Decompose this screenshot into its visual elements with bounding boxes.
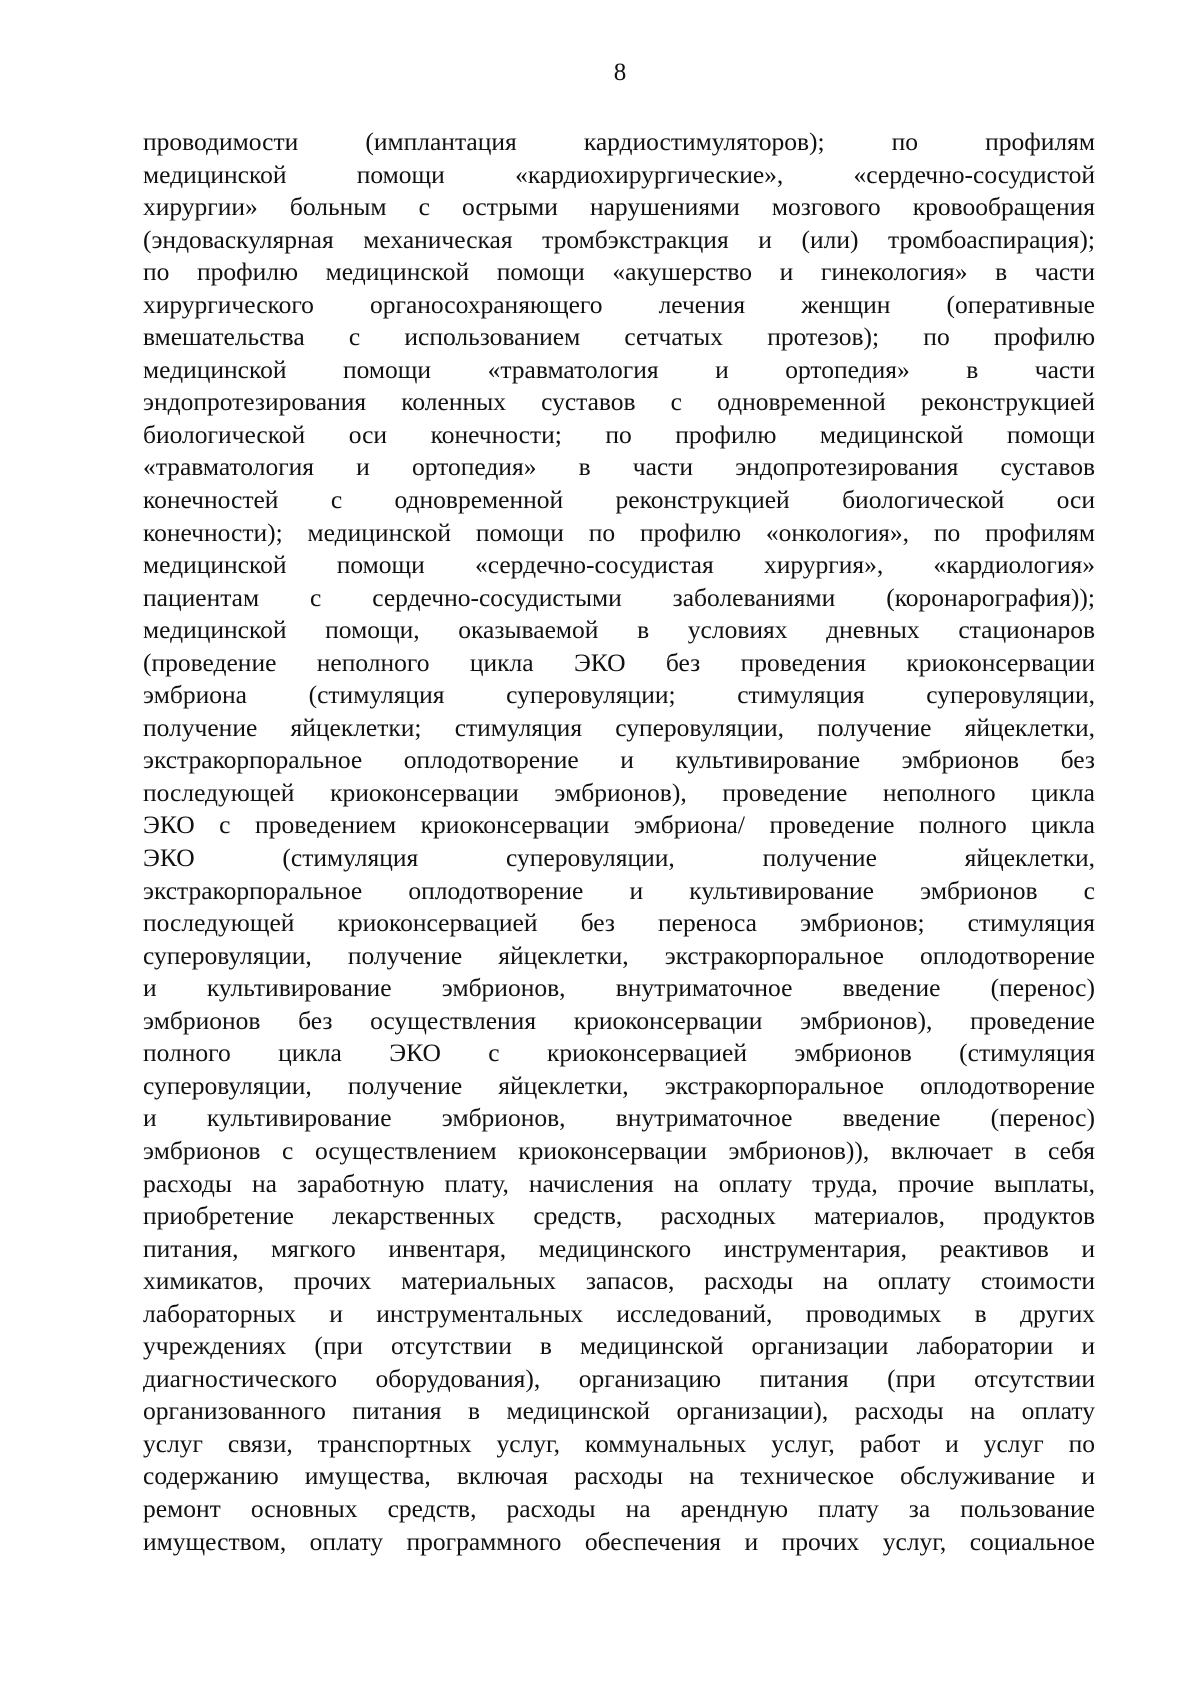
text-line: диагностического оборудования), организацию питания (при отсутствии: [143, 1363, 1095, 1393]
text-line: последующей криоконсервации эмбрионов), проведение неполного цикла: [143, 777, 1095, 807]
text-line: и культивирование эмбрионов, внутриматочное введение (перенос): [143, 1103, 1095, 1133]
text-line: ремонт основных средств, расходы на арендную плату за пользование: [143, 1493, 1095, 1523]
text-line: последующей криоконсервацией без переноса эмбрионов; стимуляция: [143, 908, 1095, 938]
text-line: содержанию имущества, включая расходы на техническое обслуживание и: [143, 1461, 1095, 1491]
text-line: эмбриона (стимуляция суперовуляции; стимуляция суперовуляции,: [143, 680, 1095, 710]
text-line: (эндоваскулярная механическая тромбэкстракция и (или) тромбоаспирация);: [143, 224, 1095, 254]
text-line: имуществом, оплату программного обеспечения и прочих услуг, социальное: [143, 1526, 1095, 1556]
text-line: медицинской помощи «кардиохирургические», «сердечно-сосудистой: [143, 159, 1095, 189]
text-line: лабораторных и инструментальных исследований, проводимых в других: [143, 1298, 1095, 1328]
text-line: питания, мягкого инвентаря, медицинского инструментария, реактивов и: [143, 1233, 1095, 1263]
body-paragraph: [143, 126, 1095, 1558]
text-line: приобретение лекарственных средств, расходных материалов, продуктов: [143, 1201, 1095, 1231]
text-line: медицинской помощи «сердечно-сосудистая хирургия», «кардиология»: [143, 550, 1095, 580]
text-line: (проведение неполного цикла ЭКО без проведения криоконсервации: [143, 647, 1095, 677]
text-line: вмешательства с использованием сетчатых протезов); по профилю: [143, 322, 1095, 352]
text-line: полного цикла ЭКО с криоконсервацией эмбрионов (стимуляция: [143, 1038, 1095, 1068]
text-line: экстракорпоральное оплодотворение и культивирование эмбрионов с: [143, 875, 1095, 905]
text-line: хирургического органосохраняющего лечения женщин (оперативные: [143, 289, 1095, 319]
page-number: 8: [613, 59, 627, 86]
text-line: эмбрионов с осуществлением криоконсервации эмбрионов)), включает в себя: [143, 1135, 1095, 1165]
text-line: конечностей с одновременной реконструкцией биологической оси: [143, 485, 1095, 515]
text-line: суперовуляции, получение яйцеклетки, экстракорпоральное оплодотворение: [143, 940, 1095, 970]
text-line: медицинской помощи «травматология и ортопедия» в части: [143, 354, 1095, 384]
text-line: учреждениях (при отсутствии в медицинской организации лаборатории и: [143, 1331, 1095, 1361]
text-line: медицинской помощи, оказываемой в условиях дневных стационаров: [143, 615, 1095, 645]
text-line: эмбрионов без осуществления криоконсервации эмбрионов), проведение: [143, 1005, 1095, 1035]
text-line: хирургии» больным с острыми нарушениями мозгового кровообращения: [143, 192, 1095, 222]
text-line: суперовуляции, получение яйцеклетки, экстракорпоральное оплодотворение: [143, 1070, 1095, 1100]
text-line: пациентам с сердечно-сосудистыми заболеваниями (коронарография));: [143, 582, 1095, 612]
text-line: конечности); медицинской помощи по профилю «онкология», по профилям: [143, 517, 1095, 547]
text-line: химикатов, прочих материальных запасов, расходы на оплату стоимости: [143, 1266, 1095, 1296]
text-line: по профилю медицинской помощи «акушерство и гинекология» в части: [143, 257, 1095, 287]
text-line: проводимости (имплантация кардиостимуляторов); по профилям: [143, 127, 1095, 156]
text-line: услуг связи, транспортных услуг, коммунальных услуг, работ и услуг по: [143, 1428, 1095, 1458]
text-line: и культивирование эмбрионов, внутриматочное введение (перенос): [143, 973, 1095, 1003]
text-line: получение яйцеклетки; стимуляция суперовуляции, получение яйцеклетки,: [143, 712, 1095, 742]
text-line: расходы на заработную плату, начисления на оплату труда, прочие выплаты,: [143, 1168, 1095, 1198]
text-line: экстракорпоральное оплодотворение и культивирование эмбрионов без: [143, 745, 1095, 775]
text-line: организованного питания в медицинской организации), расходы на оплату: [143, 1396, 1095, 1426]
text-line: ЭКО (стимуляция суперовуляции, получение яйцеклетки,: [143, 843, 1095, 873]
text-line: ЭКО с проведением криоконсервации эмбриона/ проведение полного цикла: [143, 810, 1095, 840]
text-line: эндопротезирования коленных суставов с одновременной реконструкцией: [143, 387, 1095, 417]
text-line: «травматология и ортопедия» в части эндопротезирования суставов: [143, 452, 1095, 482]
text-line: биологической оси конечности; по профилю медицинской помощи: [143, 419, 1095, 449]
